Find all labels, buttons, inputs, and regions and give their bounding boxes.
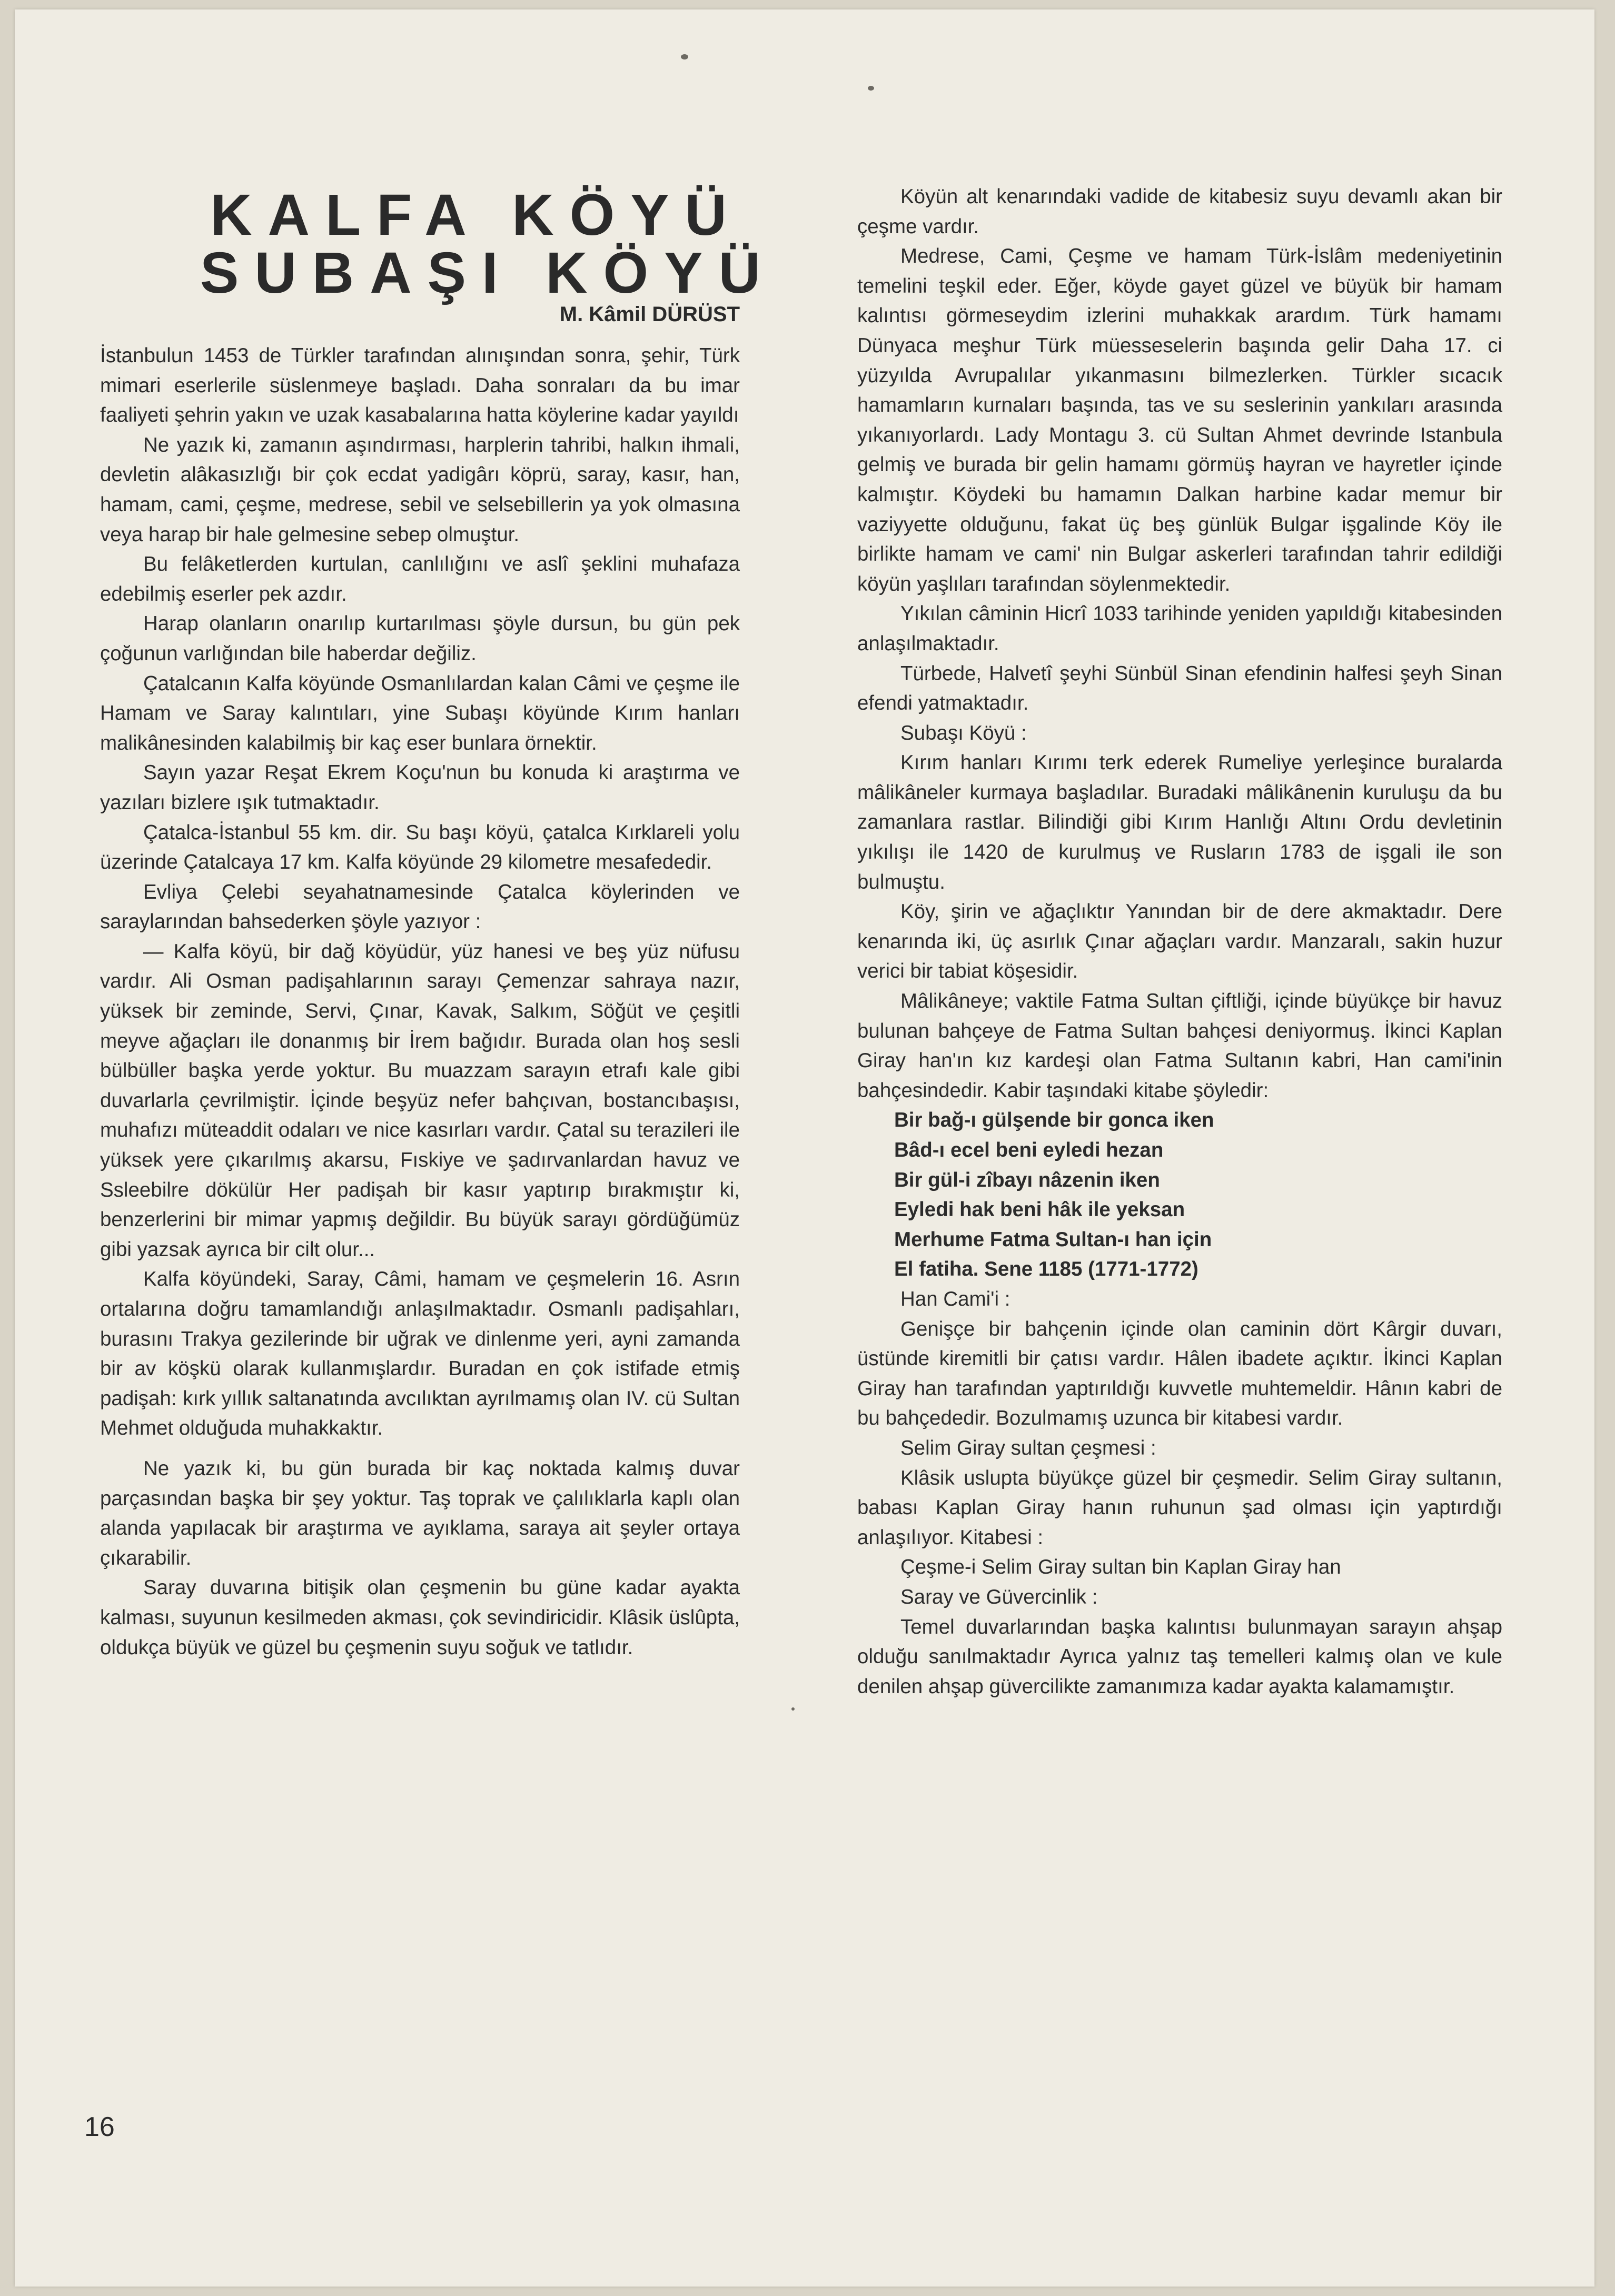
paragraph: Çatalcanın Kalfa köyünde Osmanlılardan kalan Câmi ve çeşme ile Hamam ve Saray kalıntıları, yine Subaşı köyünde Kırım hanları malikânesinden kalabilmiş bir kaç eser bunlara örnektir. [100, 672, 740, 754]
tombstone-inscription [857, 1106, 1502, 1285]
right-text-column [857, 182, 1502, 1702]
ink-speck [681, 54, 688, 59]
poem-line: Merhume Fatma Sultan-ı han için [894, 1228, 1212, 1251]
poem-line: Bâd-ı ecel beni eyledi hezan [894, 1139, 1164, 1161]
paragraph: Genişçe bir bahçenin içinde olan caminin dört Kârgir duvarı, üstünde kiremitli bir çatısı vardır. Hâlen ibadete açıktır. İkinci Kaplan Giray han tarafından yaptırıldığı kuvvetle muhtemeldir. Hânın kabri de bu bahçededir. Bozulmamış uzunca bir kitabesi vardır. [857, 1317, 1502, 1430]
left-text-column [100, 341, 740, 1663]
section-heading-saray: Saray ve Güvercinlik : [900, 1585, 1098, 1608]
paragraph: Saray duvarına bitişik olan çeşmenin bu güne kadar ayakta kalması, suyunun kesilmeden akması, çok sevindiricidir. Klâsik üslûpta, oldukça büyük ve güzel bu çeşmenin suyu soğuk ve tatlıdır. [100, 1576, 740, 1659]
poem-line: Bir gül-i zîbayı nâzenin iken [894, 1168, 1160, 1191]
paragraph: Mâlikâneye; vaktile Fatma Sultan çiftliği, içinde büyükçe bir havuz bulunan bahçeye de Fatma Sultan bahçesi deniyormuş. İkinci Kaplan Giray han'ın kız kardeşi olan Fatma Sultanın kabri, Han cami'inin bahçesindedir. Kabir taşındaki kitabe şöyledir: [857, 990, 1502, 1102]
inscription-line: Çeşme-i Selim Giray sultan bin Kaplan Giray han [900, 1556, 1341, 1579]
paragraph: Medrese, Cami, Çeşme ve hamam Türk-İslâm medeniyetinin temelini teşkil eder. Eğer, köyde gayet güzel ve büyük bir hamam kalıntısı görmeseydim izlerini muhakkak arardım. Türk hamamı Dünyaca meşhur Türk müesseselerin başında gelir Daha 17. ci yüzyılda Avrupalılar yıkanmasını bilmezlerken. Türkler sıcacık hamamların kurnaları başında, tas ve su seslerinin yankıları arasında yıkanıyorlardı. Lady Montagu 3. cü Sultan Ahmet devrinde Istanbula gelmiş ve burada bir gelin hamamı görmüş hayran ve hayretler içinde kalmıştır. Köydeki bu hamamın Dalkan harbine kadar memur bir vaziyyette olduğunu, fakat üç beş günlük Bulgar işgalinde Köy ile birlikte hamam ve cami' nin Bulgar askerleri tarafından tahrir edildiği köyün yaşlıları tarafından söylenmektedir. [857, 245, 1502, 595]
paragraph: Köyün alt kenarındaki vadide de kitabesiz suyu devamlı akan bir çeşme vardır. [857, 185, 1502, 238]
paragraph: Türbede, Halvetî şeyhi Sünbül Sinan efendinin halfesi şeyh Sinan efendi yatmaktadır. [857, 662, 1502, 715]
ink-speck [868, 86, 874, 91]
ink-speck [791, 1707, 795, 1711]
paragraph: Kırım hanları Kırımı terk ederek Rumeliye yerleşince buralarda mâlikâneler kurmaya başladılar. Buradaki mâlikânenin kuruluşu da bu zamanlara rastlar. Bilindiği gibi Kırım Hanlığı Altını Ordu devletinin yıkılışı ile 1420 de kurulmuş ve Rusların 1783 de işgali ile son bulmuştu. [857, 751, 1502, 893]
paragraph: Köy, şirin ve ağaçlıktır Yanından bir de dere akmaktadır. Dere kenarında iki, üç asırlık Çınar ağaçları vardır. Manzaralı, sakin huzur verici bir tabiat köşesidir. [857, 900, 1502, 983]
article-title-line-2: SUBAŞI KÖYÜ [200, 241, 776, 305]
section-heading-han-camii: Han Cami'i : [900, 1287, 1010, 1310]
article-title-line-1: KALFA KÖYÜ [210, 183, 742, 247]
page-number: 16 [84, 2112, 115, 2142]
poem-line: Eyledi hak beni hâk ile yeksan [894, 1198, 1185, 1221]
paragraph: Yıkılan câminin Hicrî 1033 tarihinde yeniden yapıldığı kitabesinden anlaşılmaktadır. [857, 602, 1502, 655]
paragraph: Harap olanların onarılıp kurtarılması şöyle dursun, bu gün pek çoğunun varlığından bile haberdar değiliz. [100, 612, 740, 665]
paragraph: Ne yazık ki, zamanın aşındırması, harplerin tahribi, halkın ihmali, devletin alâkasızlığı bir çok ecdat yadigârı köprü, saray, kasır, han, hamam, cami, çeşme, medrese, sebil ve selsebillerin ya yok olmasına veya harap bir hale gelmesine sebep olmuştur. [100, 433, 740, 546]
paragraph: Kalfa köyündeki, Saray, Câmi, hamam ve çeşmelerin 16. Asrın ortalarına doğru tamamlandığı anlaşılmaktadır. Osmanlı padişahları, burasını Trakya gezilerinde bir uğrak ve dinlenme yeri, ayni zamanda bir av köşkü olarak kullanmışlardır. Buradan en çok istifade etmiş padişah: kırk yıllık saltanatında avcılıktan ayrılmamış olan IV. cü Sultan Mehmet olduğuda muhakkaktır. [100, 1268, 740, 1440]
quote-paragraph: — Kalfa köyü, bir dağ köyüdür, yüz hanesi ve beş yüz nüfusu vardır. Ali Osman padişahlarının sarayı Çemenzar sahraya nazır, yüksek bir zeminde, Servi, Çınar, Kavak, Salkım, Söğüt ve çeşitli meyve ağaçları ile donanmış bir İrem bağıdır. Burada olan hoş sesli bülbüller başka yerde yoktur. Bu muazzam sarayın etrafı kale gibi duvarlarla çevrilmiştir. İçinde beşyüz nefer bahçıvan, bostancıbaşısı, muhafızı müteaddit odaları ve nice kasırları vardır. Çatal su terazileri ile yüksek yere çıkarılmış akarsu, Fıskiye ve şadırvanlardan havuz ve Ssleebilre dökülür Her padişah bir kasır yaptırıp bırakmıştır ki, benzerlerini bir mimar yapmış değildir. Bu büyük sarayı gördüğümüz gibi yazsak ayrıca bir cilt olur... [100, 940, 740, 1261]
poem-line: El fatiha. Sene 1185 (1771-1772) [894, 1258, 1198, 1281]
paragraph: Temel duvarlarından başka kalıntısı bulunmayan sarayın ahşap olduğu sanılmaktadır Ayrıca yalnız taş temelleri kalmış olan ve kule denilen ahşap güvercilikte zamanımıza kadar ayakta kalamamıştır. [857, 1615, 1502, 1698]
section-heading-cesme: Selim Giray sultan çeşmesi : [900, 1436, 1156, 1459]
paragraph: Sayın yazar Reşat Ekrem Koçu'nun bu konuda ki araştırma ve yazıları bizlere ışık tutmaktadır. [100, 761, 740, 814]
author-name: M. Kâmil DÜRÜST [559, 303, 740, 326]
paragraph: Evliya Çelebi seyahatnamesinde Çatalca köylerinden ve saraylarından bahsederken şöyle yazıyor : [100, 880, 740, 933]
poem-line: Bir bağ-ı gülşende bir gonca iken [894, 1109, 1214, 1132]
paragraph: Klâsik uslupta büyükçe güzel bir çeşmedir. Selim Giray sultanın, babası Kaplan Giray hanın ruhunun şad olması için yaptırdığı anlaşılıyor. Kitabesi : [857, 1466, 1502, 1549]
paragraph: Ne yazık ki, bu gün burada bir kaç noktada kalmış duvar parçasından başka bir şey yoktur. Taş toprak ve çalılıklarla kaplı olan alanda yapılacak bir araştırma ve ayıklama, saraya ait şeyler ortaya çıkarabilir. [100, 1457, 740, 1569]
paragraph: İstanbulun 1453 de Türkler tarafından alınışından sonra, şehir, Türk mimari eserlerile süslenmeye başladı. Daha sonraları da bu imar faaliyeti şehrin yakın ve uzak kasabalarına hatta köylerine kadar yayıldı [100, 344, 740, 427]
paragraph: Bu felâketlerden kurtulan, canlılığını ve aslî şeklini muhafaza edebilmiş eserler pek azdır. [100, 553, 740, 605]
paragraph: Çatalca-İstanbul 55 km. dir. Su başı köyü, çatalca Kırklareli yolu üzerinde Çatalcaya 17 km. Kalfa köyünde 29 kilometre mesafededir. [100, 821, 740, 874]
section-heading-subasi: Subaşı Köyü : [900, 721, 1027, 744]
